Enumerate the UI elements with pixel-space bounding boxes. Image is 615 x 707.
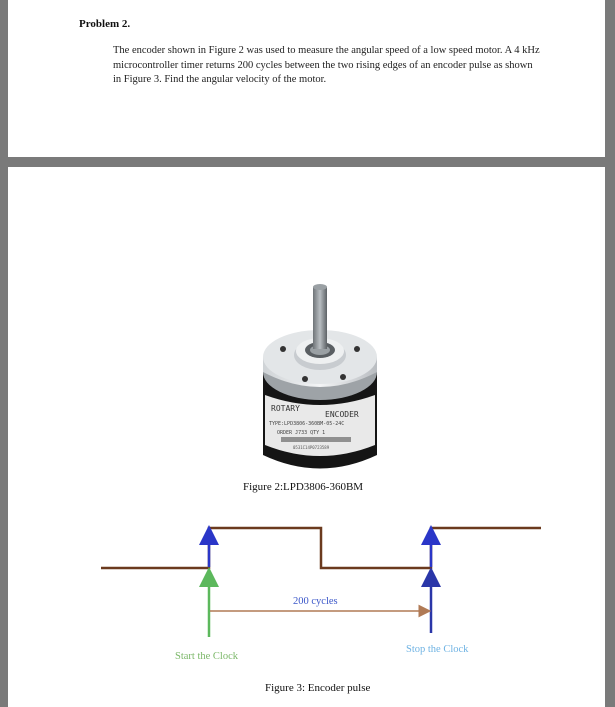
label-encoder: ENCODER (325, 410, 359, 419)
label-rotary: ROTARY (271, 404, 300, 413)
figure-3-caption: Figure 3: Encoder pulse (265, 682, 371, 694)
label-type: TYPE:LPD3806-360BM-05-24C (269, 421, 345, 427)
document-page-2 (8, 167, 605, 707)
stop-clock-label: Stop the Clock (406, 644, 469, 655)
problem-statement: The encoder shown in Figure 2 was used to measure the angular speed of a low speed motor. A 4 kHz microcontroller timer returns 200 cycles between the two rising edges of an encoder pulse as shown in Figure 3. Find the angular velocity of the motor. (113, 45, 540, 85)
label-order: ORDER J733 QTY 1 (277, 430, 326, 436)
encoder-pulse-diagram (8, 507, 605, 677)
document-page-1 (8, 0, 605, 157)
label-serial: 0531C14P0723589 (293, 445, 330, 450)
start-clock-label: Start the Clock (175, 651, 238, 662)
encoder-photo (245, 277, 395, 477)
problem-title: Problem 2. (79, 18, 131, 30)
figure-2-caption: Figure 2:LPD3806-360BM (243, 481, 364, 493)
pulse-waveform (101, 528, 541, 568)
cycles-label: 200 cycles (293, 596, 338, 607)
